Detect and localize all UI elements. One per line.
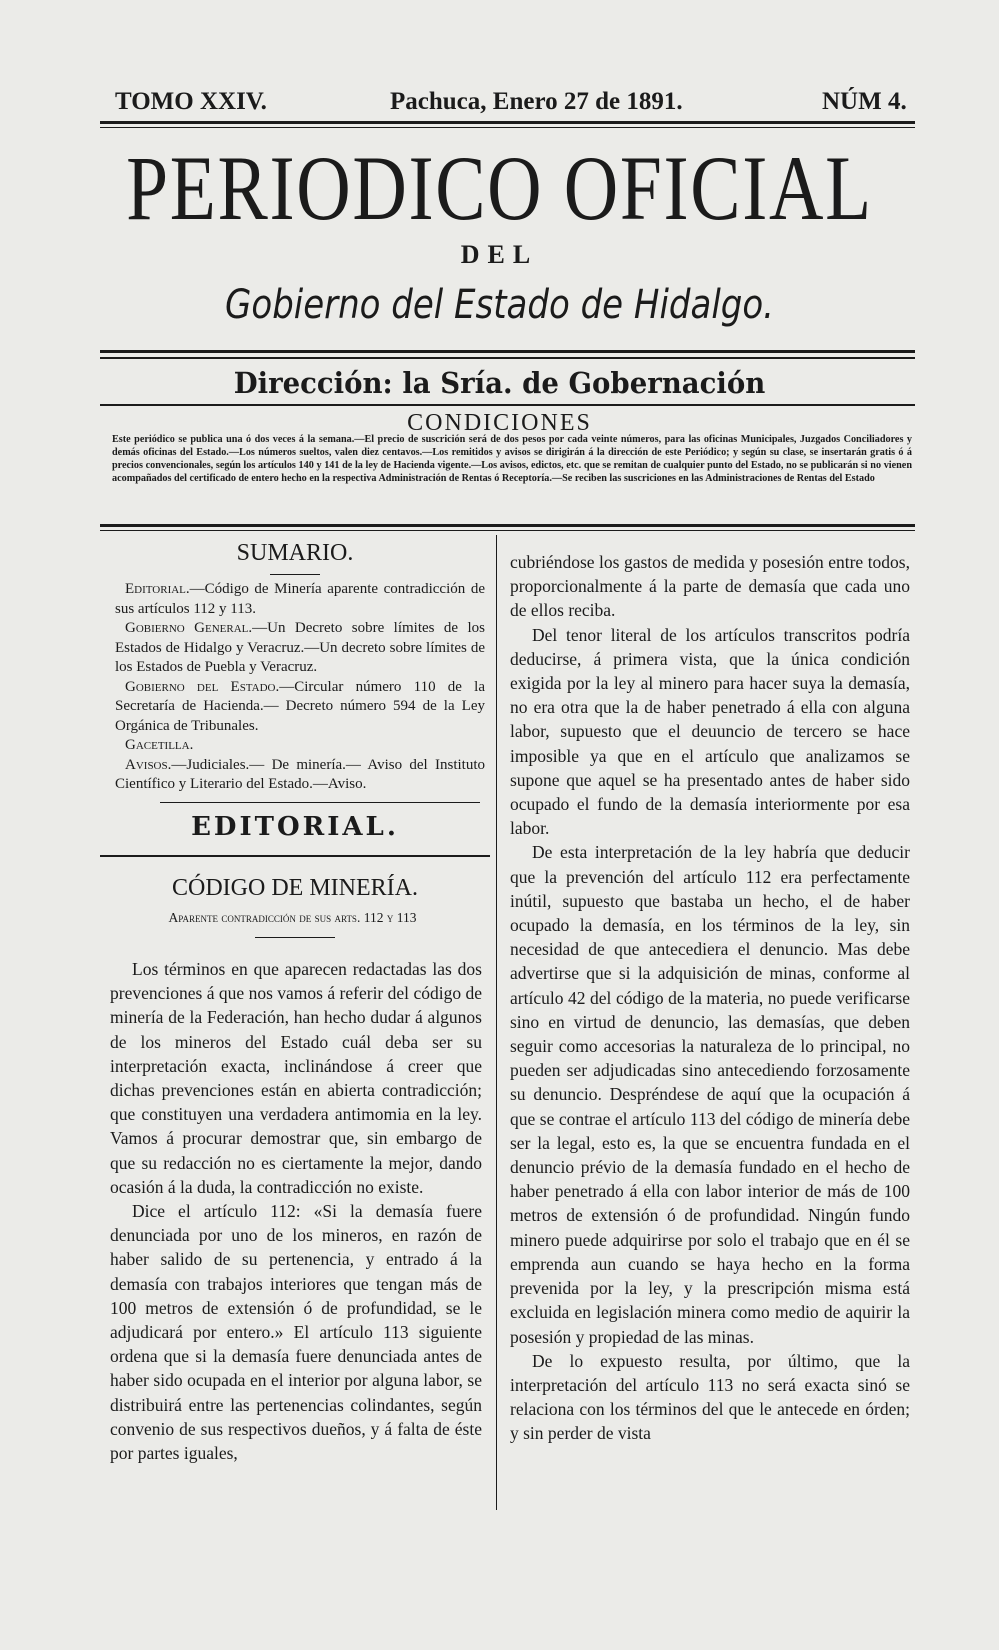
editorial-heading: EDITORIAL. [191, 812, 399, 842]
divider [100, 524, 915, 527]
divider [100, 121, 915, 124]
section-text: —Circular número 110 de la Secretaría de Hacienda.— Decreto número 594 de la Ley Orgánica de Tribunales. [115, 678, 485, 734]
paragraph: De lo expuesto resulta, por último, que la interpretación del artículo 113 no será exacta sinó se relaciona con los términos del que le antecede en órden; y sin perder de vista [510, 1350, 910, 1444]
divider [255, 937, 335, 938]
paragraph: cubriéndose los gastos de medida y posesión entre todos, proporcionalmente á la parte de demasía que cada uno de ellos reciba. [510, 552, 910, 621]
sumario-item [115, 580, 485, 619]
divider [100, 530, 915, 531]
conditions-text: Este periódico se publica una ó dos veces á la semana.—El precio de suscrición será de dos pesos por cada veinte números, para las oficinas Municipales, Juzgados Conciliadores y demás oficinas del Estado.—Los números sueltos, valen diez centavos.—Los remitidos y avisos se dirigirán á la dirección de este Periódico; y según su clase, se insertarán gratis ó á precios convencionales, según los artículos 140 y 141 de la ley de Hacienda vigente.—Los avisos, edictos, etc. que se remitan de cualquier punto del Estado, no se publicarán si no vienen acompañados del certificado de entero hecho en la respectiva Administración de Rentas ó Receptoría.—Se reciben las suscriciones en las Administraciones de Rentas del Estado [112, 434, 912, 484]
divider [270, 574, 320, 575]
paragraph: Del tenor literal de los artículos transcritos podría deducirse, á primera vista, que la única condición exigida por la ley al minero para hacer suya la demasía, no era otra que la de haber penetrado á ella con alguna labor, supuesto que el deuuncio de tercero se hace imposible ya que en el artículo que analizamos se supone que aquel se ha presentado antes de haber sido ocupado el fundo de la demasía interiormente por esa labor. [510, 624, 910, 839]
conditions-heading: CONDICIONES [407, 410, 592, 436]
divider [160, 802, 480, 803]
column-divider [496, 535, 497, 1510]
sumario-list [115, 580, 485, 795]
sumario-item [115, 756, 485, 795]
section-label: Gacetilla. [125, 737, 194, 753]
masthead-del: DEL [460, 240, 539, 269]
paragraph: De esta interpretación de la ley habría que deducir que la prevención del artículo 112 era perfectamente inútil, supuesto que bastaba un hecho, el de haber ocupado la demasía, en los términos de la ley, sin necesidad de que antecediera el denuncio. Mas debe advertirse que si la adquisición de minas, conforme al artículo 42 del código de la materia, no puede verificarse sino en virtud de denuncio, las demasías, que deben seguir como accesorias la naturaleza de lo principal, no pueden ser adjudicadas sino antecediendo forzosamente su denuncio. Despréndese de aquí que la ocupación á que se contrae el artículo 113 del código de minería debe ser la legal, esto es, la que se encuentra fundada en el denuncio prévio de la demasía fundado en el hecho de haber penetrado á ella con labor interior de más de 100 metros de extensión ó de profundidad. Ningún fundo minero puede adquirirse por solo el trabajo que en él se emprenda aun cuando se haya hecho en la forma prevenida por la ley, y la prescripción misma está excluida en legislación minera como medio de aquirir la posesión y propiedad de las minas. [510, 842, 910, 1347]
section-label: Avisos. [125, 756, 172, 773]
section-text: —Un Decreto sobre límites de los Estados de Hidalgo y Veracruz.—Un decreto sobre límites de los Estados de Puebla y Veracruz. [115, 620, 485, 675]
section-label: Editorial. [125, 581, 190, 597]
section-text: —Código de Minería aparente contradicción de sus artículos 112 y 113. [115, 581, 485, 617]
volume-number: TOMO XXIV. [115, 88, 267, 115]
section-label: Gobierno General. [125, 620, 253, 636]
divider [100, 357, 915, 359]
masthead-title: PERIODICO OFICIAL [126, 137, 873, 239]
section-text: —Judiciales.— De minería.— Aviso del Instituto Científico y Literario del Estado.—Aviso. [115, 756, 485, 792]
sumario-item [115, 678, 485, 737]
article-subtitle: Aparente contradicción de sus arts. 112 y 113 [168, 910, 417, 925]
left-column-text [110, 957, 482, 1465]
direccion-line: Dirección: la Sría. de Gobernación [233, 366, 766, 400]
issue-date: Pachuca, Enero 27 de 1891. [390, 88, 683, 115]
right-column-text [510, 550, 910, 1446]
masthead-subtitle: Gobierno del Estado de Hidalgo. [225, 282, 774, 328]
article-title: CÓDIGO DE MINERÍA. [172, 875, 418, 901]
divider [100, 404, 915, 406]
sumario-heading: SUMARIO. [236, 540, 354, 566]
paragraph: Los términos en que aparecen redactadas las dos prevenciones á que nos vamos á referir del código de minería de la Federación, han hecho dudar á algunos de los mineros del Estado cuál deba ser su interpretación exacta, inclinándose á creer que dichas prevenciones están en abierta contradicción; que constituyen una verdadera antimomia en la ley. Vamos á procurar demostrar que, sin embargo de que su redacción no es ciertamente la mejor, dando ocasión á la duda, la contradicción no existe. [110, 959, 482, 1197]
sumario-item [115, 619, 485, 678]
section-label: Gobierno del Estado. [125, 678, 280, 695]
sumario-item [115, 736, 485, 756]
divider [100, 855, 490, 857]
issue-number: NÚM 4. [822, 88, 907, 115]
divider [100, 350, 915, 353]
paragraph: Dice el artículo 112: «Si la demasía fuere denunciada por uno de los mineros, en razón de haber salido de su pertenencia, y entrado á la demasía con trabajos interiores que tengan más de 100 metros de extensión ó de profundidad, se le adjudicará por entero.» El artículo 113 siguiente ordena que si la demasía fuere denunciada antes de haber sido ocupada en el interior por alguna labor, se distribuirá entre las pertenencias colindantes, según convenio de sus respectivos dueños, y á falta de éste por partes iguales, [110, 1201, 482, 1464]
divider [100, 127, 915, 128]
